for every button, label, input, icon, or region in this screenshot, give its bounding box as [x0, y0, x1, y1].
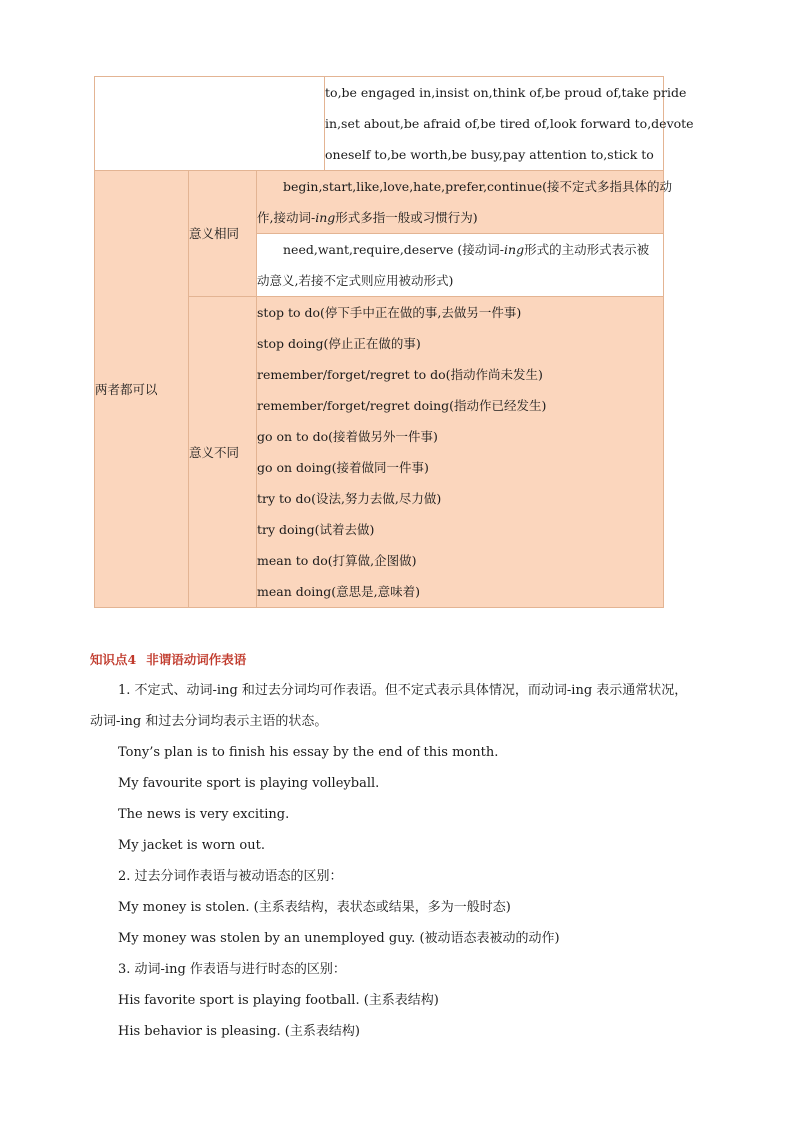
example-sentence: My jacket is worn out. [118, 838, 265, 853]
list-item: mean to do(打算做,企图做) [257, 553, 417, 568]
paragraph-1-line1: 1. 不定式、动词-ing 和过去分词均可作表语。但不定式表示具体情况，而动词-ing 表示通常状况， [118, 683, 688, 698]
list-item: try to do(设法,努力去做,尽力做) [257, 491, 442, 506]
heading-number: 知识点4 [90, 652, 137, 667]
diff-meaning-label: 意义不同 [189, 444, 240, 460]
paragraph-2: 2. 过去分词作表语与被动语态的区别： [118, 869, 343, 884]
table-row [95, 77, 664, 171]
same-meaning-row2 [257, 234, 664, 297]
same-row2-line2: 动意义,若接不定式则应用被动形式) [257, 273, 454, 288]
example-sentence: My money was stolen by an unemployed guy. (被动语态表被动的动作) [118, 931, 560, 946]
paragraph-3: 3. 动词-ing 作表语与进行时态的区别： [118, 962, 346, 977]
example-sentence: His favorite sport is playing football. (主系表结构) [118, 993, 439, 1008]
both-label: 两者都可以 [95, 381, 158, 397]
example-sentence: My favourite sport is playing volleyball. [118, 776, 380, 791]
section-heading [90, 644, 710, 675]
grammar-table [94, 76, 694, 608]
diff-label-cell [189, 297, 257, 608]
same-row1-line2 [257, 202, 663, 233]
heading-title: 非谓语动词作表语 [146, 652, 247, 667]
example-sentence: Tony’s plan is to finish his essay by the end of this month. [118, 745, 499, 760]
list-item: go on to do(接着做另外一件事) [257, 429, 438, 444]
same-meaning-label: 意义相同 [189, 226, 240, 241]
same-row2-line1 [257, 234, 663, 265]
example-sentence: His behavior is pleasing. (主系表结构) [118, 1024, 360, 1039]
same-row1-text: 作,接动词- [257, 210, 316, 225]
paragraph-1-line2: 动词-ing 和过去分词均表示主语的状态。 [90, 714, 328, 729]
italic-ing: ing [315, 210, 336, 225]
knowledge-point-section [90, 644, 710, 1047]
same-row2-text: need,want,require,deserve (接动词- [283, 242, 505, 257]
table-row [95, 171, 664, 234]
phrase-line: to,be engaged in,insist on,think of,be proud of,take pride [325, 85, 687, 100]
phrase-line: in,set about,be afraid of,be tired of,look forward to,devote [325, 116, 694, 131]
example-sentence: My money is stolen. (主系表结构，表状态或结果，多为一般时态) [118, 900, 511, 915]
example-sentence: The news is very exciting. [118, 807, 290, 822]
diff-meaning-list [257, 297, 664, 608]
list-item: remember/forget/regret to do(指动作尚未发生) [257, 367, 543, 382]
list-item: go on doing(接着做同一件事) [257, 460, 429, 475]
same-row1-text: begin,start,like,love,hate,prefer,continue(接不定式多指具体的动 [283, 179, 673, 194]
gerund-phrase-cell [325, 77, 694, 171]
phrase-line: oneself to,be worth,be busy,pay attention to,stick to [325, 147, 654, 162]
same-row1-line1 [257, 171, 673, 202]
empty-cell [95, 77, 325, 171]
italic-ing: ing [504, 242, 525, 257]
same-row2-text: 形式的主动形式表示被 [524, 242, 650, 257]
same-label-cell [189, 171, 257, 297]
list-item: stop doing(停止正在做的事) [257, 336, 421, 351]
list-item: try doing(试着去做) [257, 522, 375, 537]
list-item: remember/forget/regret doing(指动作已经发生) [257, 398, 547, 413]
same-meaning-row1 [257, 171, 673, 234]
list-item: mean doing(意思是,意味着) [257, 584, 421, 599]
both-label-cell [95, 171, 189, 608]
list-item: stop to do(停下手中正在做的事,去做另一件事) [257, 305, 522, 320]
same-row1-text: 形式多指一般或习惯行为) [335, 210, 478, 225]
